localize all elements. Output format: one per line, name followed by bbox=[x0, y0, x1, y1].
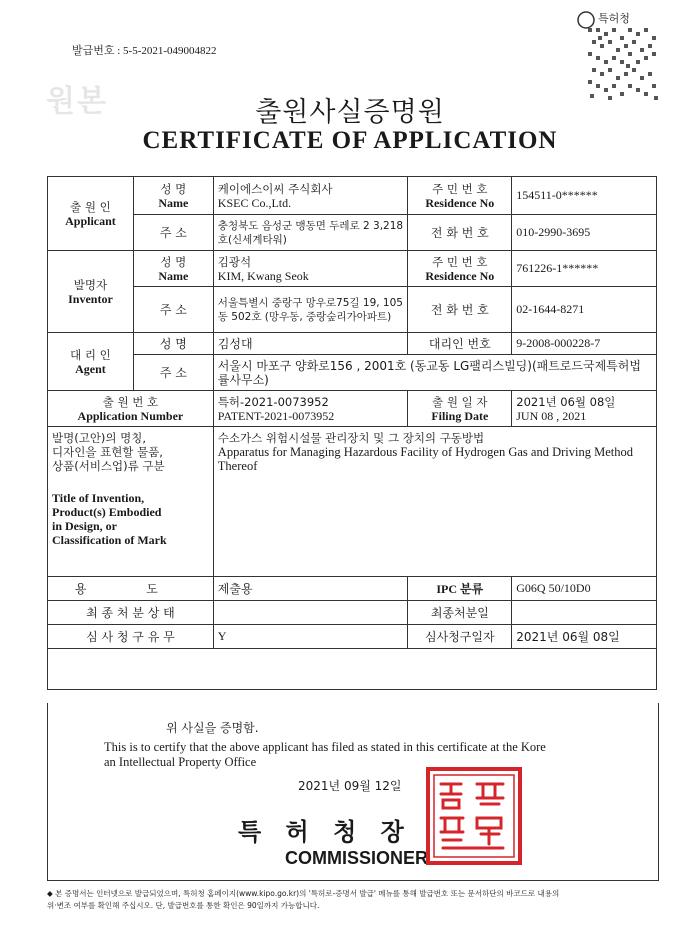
office-english: COMMISSIONER bbox=[285, 848, 429, 868]
inventor-address-label: 주 소 bbox=[133, 287, 213, 333]
agent-number-value: 9-2008-000228-7 bbox=[512, 333, 657, 355]
invention-label: 발명(고안)의 명칭, 디자인을 표현할 물품, 상품(서비스업)류 구분 Title of Invention, Product(s) Embodied in Design, or Classification of Mark bbox=[48, 427, 214, 577]
applicant-address-value: 충청북도 음성군 맹동면 두레로 2 3,218호(신세계타워) bbox=[213, 215, 408, 251]
ipc-value: G06Q 50/10D0 bbox=[512, 577, 657, 601]
applicant-residence-label: 주 민 번 호 Residence No bbox=[408, 177, 512, 215]
inventor-address-value: 서울특별시 중랑구 망우로75길 19, 105동 502호 (망우동, 중랑숲리가아파트) bbox=[213, 287, 408, 333]
original-mark: 원본 bbox=[46, 84, 108, 119]
inventor-residence-label: 주 민 번 호 Residence No bbox=[408, 251, 512, 287]
inventor-name-value: 김광석 KIM, Kwang Seok bbox=[213, 251, 408, 287]
footer-notice: ◆ 본 증명서는 인터넷으로 발급되었으며, 특허청 홈페이지(www.kipo.go.kr)의 '특허로-증명서 발급' 메뉴를 통해 발급번호 또는 문서하단의 바코드로 내용의 위·변조 여부를 확인해 주십시오. 단, 발급번호를 통한 확인은 90일까지 가능합니다. bbox=[47, 889, 560, 910]
agent-section-label: 대 리 인 Agent bbox=[48, 333, 134, 391]
inventor-section-label: 발명자 Inventor bbox=[48, 251, 134, 333]
inventor-name-label: 성 명 Name bbox=[133, 251, 213, 287]
application-number-label: 출 원 번 호 Application Number bbox=[48, 391, 214, 427]
filing-date-label: 출 원 일 자 Filing Date bbox=[408, 391, 512, 427]
disposition-status-label: 최 종 처 분 상 태 bbox=[48, 601, 214, 625]
applicant-address-label: 주 소 bbox=[133, 215, 213, 251]
applicant-phone-value: 010-2990-3695 bbox=[512, 215, 657, 251]
disposition-status-value bbox=[213, 601, 408, 625]
applicant-name-label: 성 명 Name bbox=[133, 177, 213, 215]
exam-request-value: Y bbox=[213, 625, 408, 649]
official-seal-icon bbox=[425, 766, 523, 866]
filing-date-value: 2021년 06월 08일 JUN 08 , 2021 bbox=[512, 391, 657, 427]
agent-address-value: 서울시 마포구 양화로156 , 2001호 (동교동 LG팰리스빌딩)(패트로드국제특허법률사무소) bbox=[213, 355, 656, 391]
applicant-residence-value: 154511-0****** bbox=[512, 177, 657, 215]
agent-name-label: 성 명 bbox=[133, 333, 213, 355]
disposition-date-value bbox=[512, 601, 657, 625]
ipc-label: IPC 분류 bbox=[408, 577, 512, 601]
application-table bbox=[47, 176, 657, 690]
applicant-name-value: 케이에스이씨 주식회사 KSEC Co.,Ltd. bbox=[213, 177, 408, 215]
applicant-section-label: 출 원 인 Applicant bbox=[48, 177, 134, 251]
agent-number-label: 대리인 번호 bbox=[408, 333, 512, 355]
usage-label: 용 도 bbox=[48, 577, 214, 601]
inventor-phone-value: 02-1644-8271 bbox=[512, 287, 657, 333]
exam-request-label: 심 사 청 구 유 무 bbox=[48, 625, 214, 649]
agent-address-label: 주 소 bbox=[133, 355, 213, 391]
invention-title: 수소가스 위험시설물 관리장치 및 그 장치의 구동방법 Apparatus for Managing Hazardous Facility of Hydrogen Gas and Driving Method Thereof bbox=[213, 427, 656, 577]
application-number-value: 특허-2021-0073952 PATENT-2021-0073952 bbox=[213, 391, 408, 427]
inventor-phone-label: 전 화 번 호 bbox=[408, 287, 512, 333]
exam-date-label: 심사청구일자 bbox=[408, 625, 512, 649]
inventor-residence-value: 761226-1****** bbox=[512, 251, 657, 287]
applicant-phone-label: 전 화 번 호 bbox=[408, 215, 512, 251]
title-english: CERTIFICATE OF APPLICATION bbox=[142, 127, 558, 154]
certify-date: 2021년 09월 12일 bbox=[298, 779, 402, 793]
blank-row bbox=[48, 649, 657, 690]
disposition-date-label: 최종처분일 bbox=[408, 601, 512, 625]
kipo-label: 특허청 bbox=[598, 12, 630, 25]
issue-number: 발급번호 : 5-5-2021-049004822 bbox=[72, 45, 217, 57]
certify-statement-en: This is to certify that the above applicant has filed as stated in this certificate at the Kore an Intellectual Property Office bbox=[104, 740, 546, 769]
title-korean: 출원사실증명원 bbox=[255, 97, 445, 128]
certify-statement-kr: 위 사실을 증명함. bbox=[166, 721, 259, 735]
exam-date-value: 2021년 06월 08일 bbox=[512, 625, 657, 649]
agent-name-value: 김성대 bbox=[213, 333, 408, 355]
office-korean: 특 허 청 장 bbox=[238, 818, 412, 846]
usage-value: 제출용 bbox=[213, 577, 408, 601]
